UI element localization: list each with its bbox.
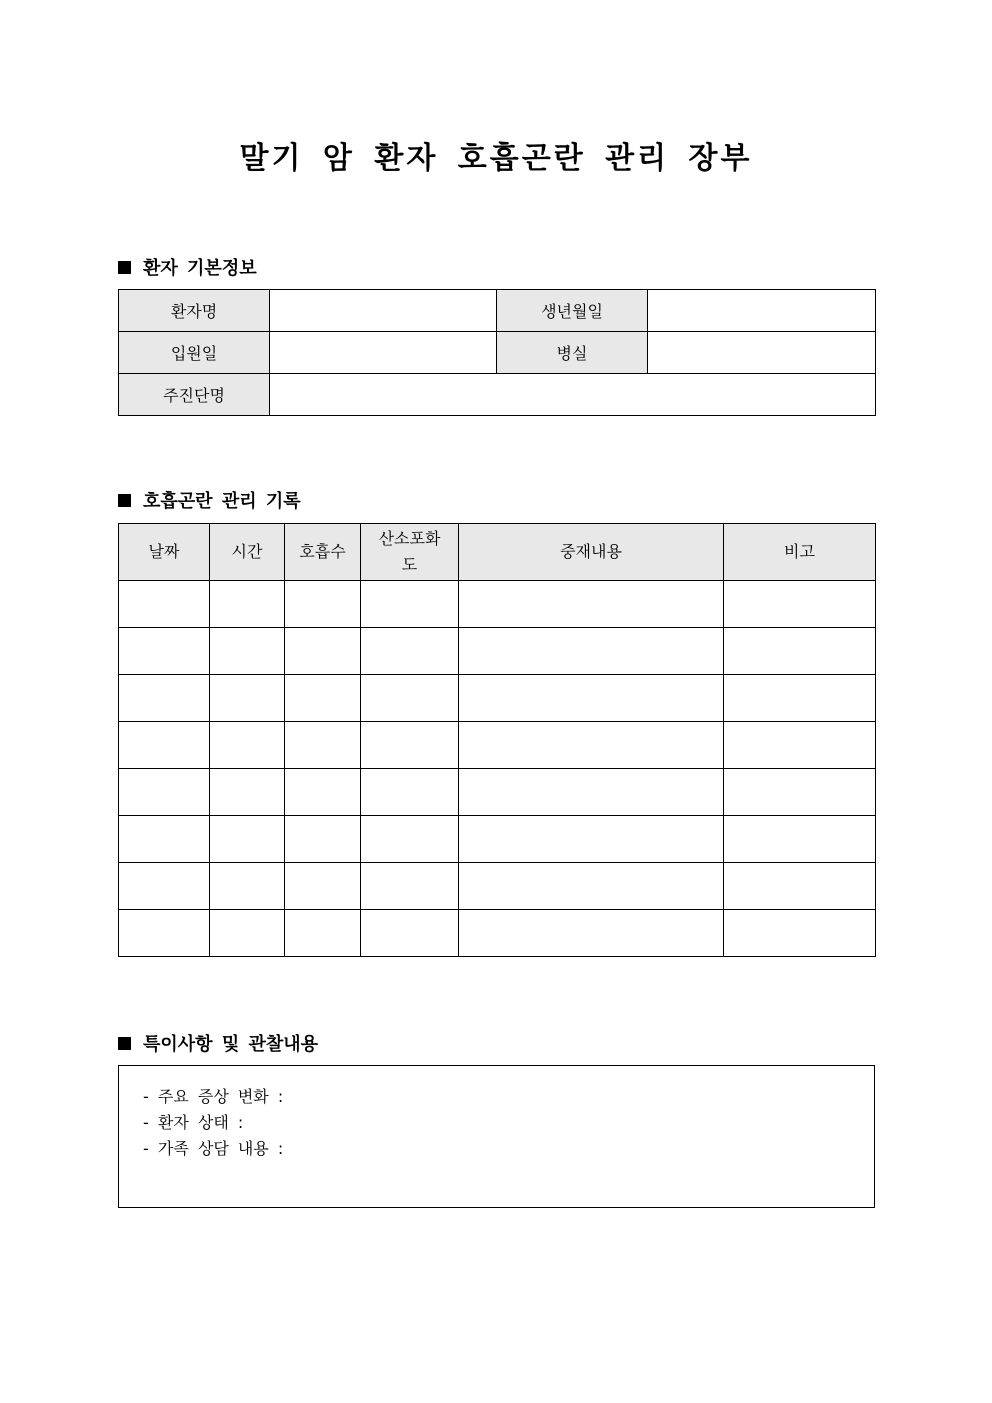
cell-oxygen-saturation[interactable] <box>361 628 459 675</box>
cell-remarks[interactable] <box>724 581 876 628</box>
column-header-remarks: 비고 <box>724 524 876 581</box>
cell-date[interactable] <box>119 769 210 816</box>
notes-list <box>119 1066 874 1162</box>
cell-remarks[interactable] <box>724 816 876 863</box>
cell-time[interactable] <box>210 816 285 863</box>
table-row <box>119 628 876 675</box>
table-row <box>119 910 876 957</box>
cell-intervention[interactable] <box>459 675 724 722</box>
cell-oxygen-saturation[interactable] <box>361 910 459 957</box>
cell-oxygen-saturation[interactable] <box>361 816 459 863</box>
cell-respiratory-rate[interactable] <box>285 722 361 769</box>
cell-remarks[interactable] <box>724 722 876 769</box>
note-item-patient-status: - 환자 상태 : <box>143 1113 244 1132</box>
cell-date[interactable] <box>119 722 210 769</box>
cell-respiratory-rate[interactable] <box>285 675 361 722</box>
note-item-family-counseling: - 가족 상담 내용 : <box>143 1139 284 1158</box>
patient-info-heading <box>118 254 257 280</box>
patient-info-row <box>119 374 876 416</box>
table-row <box>119 675 876 722</box>
table-row <box>119 863 876 910</box>
cell-date[interactable] <box>119 628 210 675</box>
ward-field[interactable] <box>648 332 876 374</box>
table-row <box>119 581 876 628</box>
name-label: 환자명 <box>119 290 270 332</box>
cell-date[interactable] <box>119 816 210 863</box>
cell-intervention[interactable] <box>459 863 724 910</box>
notes-heading-text: 특이사항 및 관찰내용 <box>143 1034 319 1055</box>
patient-info-heading-text: 환자 기본정보 <box>143 258 257 279</box>
cell-remarks[interactable] <box>724 769 876 816</box>
cell-intervention[interactable] <box>459 628 724 675</box>
cell-respiratory-rate[interactable] <box>285 863 361 910</box>
column-header-oxygen-saturation-text: 산소포화도 <box>378 529 441 574</box>
birth-date-label: 생년월일 <box>497 290 648 332</box>
column-header-intervention: 중재내용 <box>459 524 724 581</box>
admission-date-label: 입원일 <box>119 332 270 374</box>
cell-date[interactable] <box>119 675 210 722</box>
cell-date[interactable] <box>119 863 210 910</box>
birth-date-field[interactable] <box>648 290 876 332</box>
cell-time[interactable] <box>210 863 285 910</box>
cell-respiratory-rate[interactable] <box>285 769 361 816</box>
cell-remarks[interactable] <box>724 863 876 910</box>
cell-respiratory-rate[interactable] <box>285 910 361 957</box>
square-bullet-icon <box>118 1037 131 1050</box>
cell-intervention[interactable] <box>459 581 724 628</box>
cell-respiratory-rate[interactable] <box>285 581 361 628</box>
admission-date-field[interactable] <box>270 332 497 374</box>
page-title: 말기 암 환자 호흡곤란 관리 장부 <box>239 141 753 176</box>
cell-time[interactable] <box>210 675 285 722</box>
cell-oxygen-saturation[interactable] <box>361 722 459 769</box>
column-header-respiratory-rate: 호흡수 <box>285 524 361 581</box>
table-row <box>119 816 876 863</box>
cell-time[interactable] <box>210 769 285 816</box>
cell-time[interactable] <box>210 628 285 675</box>
records-header-row <box>119 524 876 581</box>
cell-date[interactable] <box>119 910 210 957</box>
cell-remarks[interactable] <box>724 675 876 722</box>
cell-oxygen-saturation[interactable] <box>361 769 459 816</box>
cell-date[interactable] <box>119 581 210 628</box>
cell-intervention[interactable] <box>459 816 724 863</box>
patient-info-row <box>119 290 876 332</box>
diagnosis-label: 주진단명 <box>119 374 270 416</box>
cell-oxygen-saturation[interactable] <box>361 863 459 910</box>
cell-intervention[interactable] <box>459 769 724 816</box>
ward-label: 병실 <box>497 332 648 374</box>
patient-info-row <box>119 332 876 374</box>
column-header-time: 시간 <box>210 524 285 581</box>
cell-oxygen-saturation[interactable] <box>361 675 459 722</box>
square-bullet-icon <box>118 494 131 507</box>
square-bullet-icon <box>118 261 131 274</box>
records-heading <box>118 487 301 513</box>
cell-remarks[interactable] <box>724 628 876 675</box>
table-row <box>119 769 876 816</box>
cell-intervention[interactable] <box>459 910 724 957</box>
cell-time[interactable] <box>210 910 285 957</box>
column-header-oxygen-saturation <box>361 524 459 581</box>
diagnosis-field[interactable] <box>270 374 876 416</box>
name-field[interactable] <box>270 290 497 332</box>
cell-respiratory-rate[interactable] <box>285 816 361 863</box>
cell-remarks[interactable] <box>724 910 876 957</box>
note-item-symptom-change: - 주요 증상 변화 : <box>143 1087 284 1106</box>
cell-intervention[interactable] <box>459 722 724 769</box>
column-header-date: 날짜 <box>119 524 210 581</box>
records-heading-text: 호흡곤란 관리 기록 <box>143 491 301 512</box>
table-row <box>119 722 876 769</box>
notes-heading <box>118 1030 318 1056</box>
patient-info-table <box>118 289 876 416</box>
cell-time[interactable] <box>210 581 285 628</box>
notes-box[interactable] <box>118 1065 875 1208</box>
cell-oxygen-saturation[interactable] <box>361 581 459 628</box>
cell-respiratory-rate[interactable] <box>285 628 361 675</box>
records-table <box>118 523 876 957</box>
cell-time[interactable] <box>210 722 285 769</box>
